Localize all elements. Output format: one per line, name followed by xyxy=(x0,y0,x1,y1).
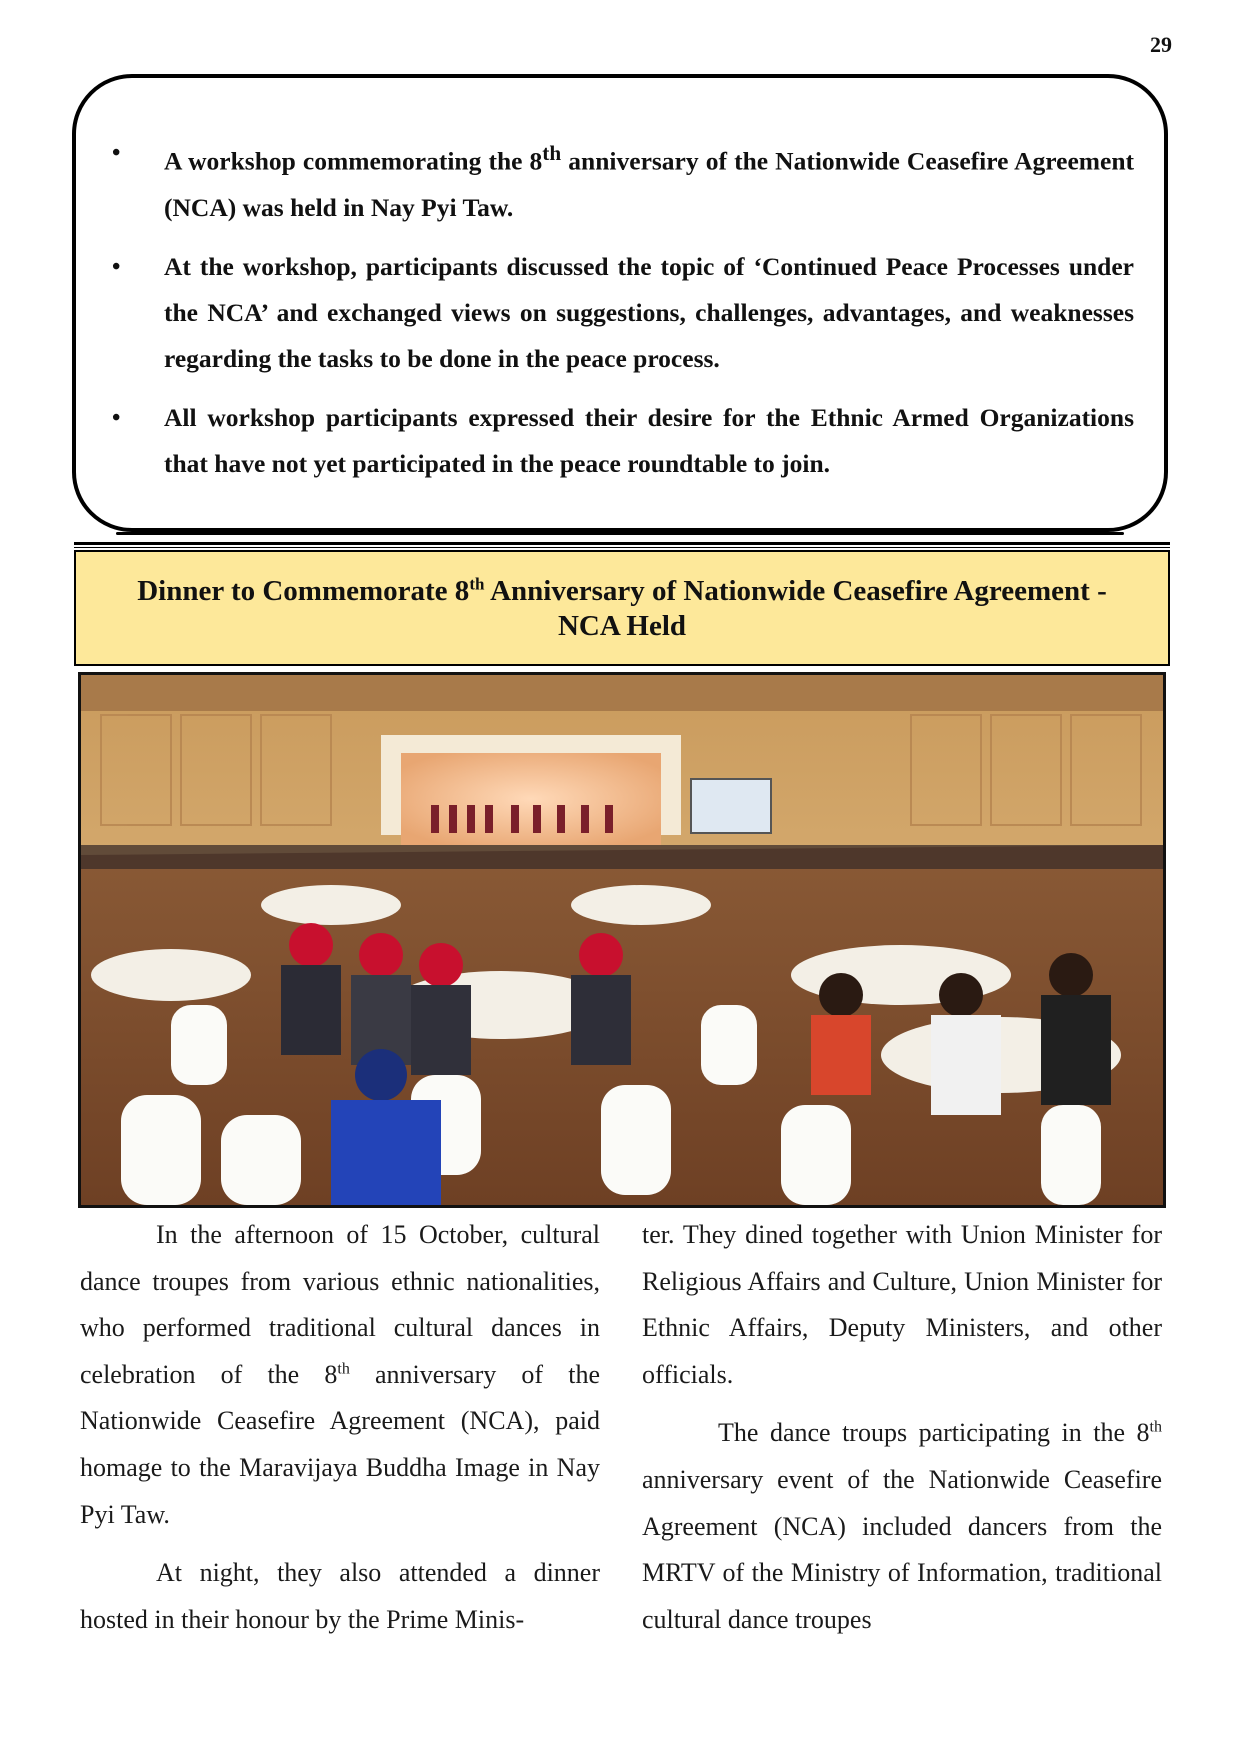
ordinal-suffix: th xyxy=(542,141,562,165)
article-paragraph: ter. They dined together with Union Minister for Religious Affairs and Culture, Union Minister for Ethnic Affairs, Deputy Ministers, and other officials. xyxy=(642,1220,1162,1389)
summary-text: At the workshop, participants discussed the topic of ‘Continued Peace Processes under the NCA’ and exchanged views on suggestions, challenges, advantages, and weaknesses regarding the tasks to be done in the peace process. xyxy=(164,251,1134,373)
page-number: 29 xyxy=(1150,32,1172,57)
summary-bullet xyxy=(106,130,1134,231)
summary-bullet-list xyxy=(106,130,1134,487)
banquet-hall-illustration xyxy=(81,675,1163,1205)
headline-text: Anniversary of Nationwide Ceasefire Agreement - xyxy=(484,575,1107,607)
banner-top-rule xyxy=(74,542,1170,548)
bullet-icon: • xyxy=(112,140,121,166)
ordinal-suffix: th xyxy=(469,574,485,594)
paragraph-text: anniversary of the Nationwide Ceasefire Agreement (NCA), paid homage to the Maravijaya Buddha Image in Nay Pyi Taw. xyxy=(80,1359,600,1529)
paragraph-text: The dance troups participating in the 8 xyxy=(718,1418,1150,1448)
article-column-left xyxy=(80,1212,600,1655)
summary-text: anniversary of the Nationwide Ceasefire Agreement (NCA) was held in Nay Pyi Taw. xyxy=(164,146,1134,222)
article-paragraph xyxy=(80,1212,600,1538)
headline-text: Dinner to Commemorate 8 xyxy=(137,575,470,607)
summary-box xyxy=(72,74,1168,532)
summary-text: All workshop participants expressed their desire for the Ethnic Armed Organizations that have not yet participated in the peace roundtable to join. xyxy=(164,402,1134,478)
bullet-icon: • xyxy=(112,253,121,280)
article-paragraph xyxy=(642,1410,1162,1643)
article-paragraph: At night, they also attended a dinner hosted in their honour by the Prime Minis- xyxy=(80,1558,600,1634)
summary-bullet xyxy=(106,395,1134,487)
article-column-right xyxy=(642,1212,1162,1655)
summary-bullet xyxy=(106,244,1134,382)
summary-text: A workshop commemorating the 8 xyxy=(164,146,543,176)
ordinal-suffix: th xyxy=(337,1360,350,1378)
ordinal-suffix: th xyxy=(1149,1418,1162,1436)
paragraph-text: In the afternoon of 15 October, cultural dance troupes from various ethnic nationalities, who performed traditional cultural dances in celebration of the 8 xyxy=(80,1220,600,1389)
paragraph-text: anniversary event of the Nationwide Ceasefire Agreement (NCA) included dancers from the MRTV of the Ministry of Information, traditional cultural dance troupes xyxy=(642,1464,1162,1634)
event-photo xyxy=(78,672,1166,1208)
bullet-icon: • xyxy=(112,404,121,431)
headline-line-1 xyxy=(76,574,1168,609)
headline-banner xyxy=(74,550,1170,666)
headline-line-2: NCA Held xyxy=(557,610,687,642)
